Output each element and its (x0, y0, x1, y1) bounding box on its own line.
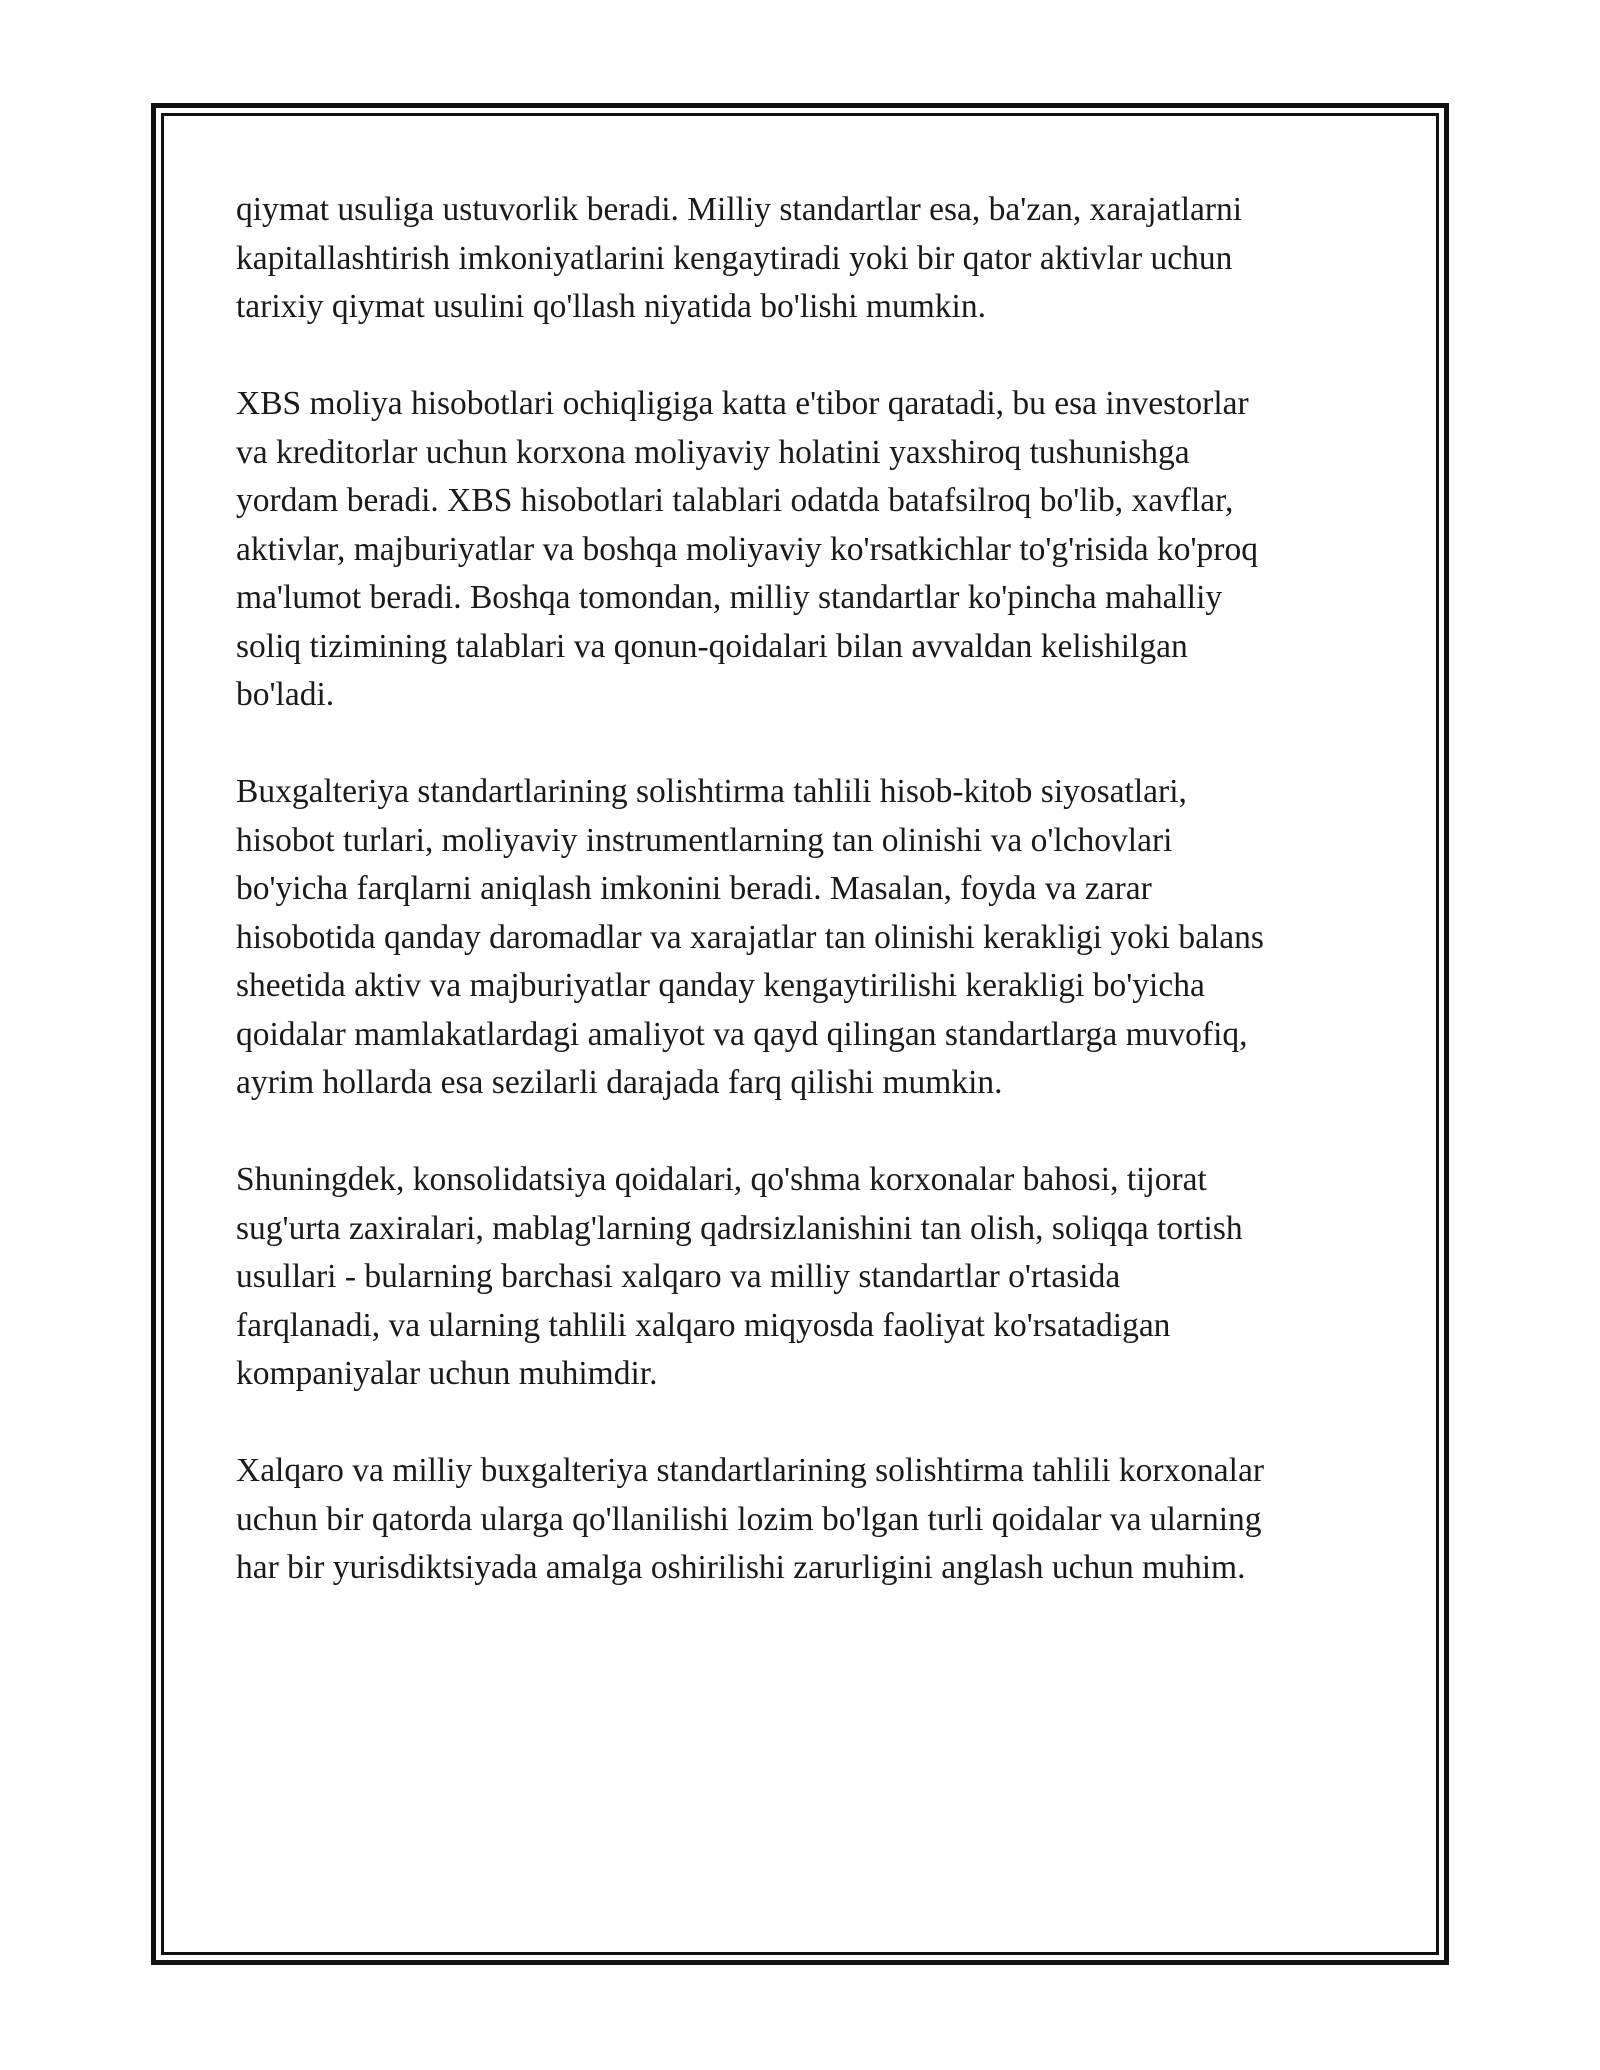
text-line: tarixiy qiymat usulini qo'llash niyatida bo'lishi mumkin. (236, 288, 986, 325)
text-line: farqlanadi, va ularning tahlili xalqaro miqyosda faoliyat ko'rsatadigan (236, 1306, 1171, 1344)
paragraph-3 (236, 768, 1366, 1108)
text-line: qiymat usuliga ustuvorlik beradi. Milliy standartlar esa, ba'zan, xarajatlarni (236, 191, 1243, 228)
paragraph-1 (236, 186, 1366, 332)
text-line: ma'lumot beradi. Boshqa tomondan, milliy standartlar ko'pincha mahalliy (236, 579, 1223, 616)
paragraph-5 (236, 1447, 1366, 1593)
text-line: XBS moliya hisobotlari ochiqligiga katta e'tibor qaratadi, bu esa investorlar (236, 385, 1249, 422)
text-line: hisobotida qanday daromadlar va xarajatlar tan olinishi kerakligi yoki balans (236, 918, 1264, 956)
paragraph-2 (236, 380, 1366, 720)
text-line: kapitallashtirish imkoniyatlarini kengaytiradi yoki bir qator aktivlar uchun (236, 239, 1233, 277)
document-body (236, 186, 1366, 1593)
text-line: har bir yurisdiktsiyada amalga oshirilishi zarurligini anglash uchun muhim. (236, 1549, 1246, 1586)
text-line: qoidalar mamlakatlardagi amaliyot va qayd qilingan standartlarga muvofiq, (236, 1015, 1248, 1053)
paragraph-4 (236, 1156, 1366, 1399)
text-line: soliq tizimining talablari va qonun-qoidalari bilan avvaldan kelishilgan (236, 627, 1188, 665)
text-line: sug'urta zaxiralari, mablag'larning qadrsizlanishini tan olish, soliqqa tortish (236, 1209, 1243, 1247)
text-line: uchun bir qatorda ularga qo'llanilishi lozim bo'lgan turli qoidalar va ularning (236, 1500, 1262, 1538)
text-line: Shuningdek, konsolidatsiya qoidalari, qo'shma korxonalar bahosi, tijorat (236, 1161, 1207, 1198)
text-line: kompaniyalar uchun muhimdir. (236, 1355, 658, 1392)
text-line: Buxgalteriya standartlarining solishtirma tahlili hisob-kitob siyosatlari, (236, 773, 1187, 810)
text-line: va kreditorlar uchun korxona moliyaviy holatini yaxshiroq tushunishga (236, 433, 1190, 471)
text-line: aktivlar, majburiyatlar va boshqa moliyaviy ko'rsatkichlar to'g'risida ko'proq (236, 530, 1258, 568)
text-line: yordam beradi. XBS hisobotlari talablari odatda batafsilroq bo'lib, xavflar, (236, 482, 1234, 519)
text-line: ayrim hollarda esa sezilarli darajada farq qilishi mumkin. (236, 1064, 1003, 1101)
text-line: bo'ladi. (236, 676, 335, 713)
text-line: bo'yicha farqlarni aniqlash imkonini beradi. Masalan, foyda va zarar (236, 870, 1152, 907)
text-line: usullari - bularning barchasi xalqaro va milliy standartlar o'rtasida (236, 1258, 1121, 1295)
text-line: Xalqaro va milliy buxgalteriya standartlarining solishtirma tahlili korxonalar (236, 1452, 1264, 1489)
text-line: sheetida aktiv va majburiyatlar qanday kengaytirilishi kerakligi bo'yicha (236, 967, 1205, 1004)
text-line: hisobot turlari, moliyaviy instrumentlarning tan olinishi va o'lchovlari (236, 821, 1173, 859)
